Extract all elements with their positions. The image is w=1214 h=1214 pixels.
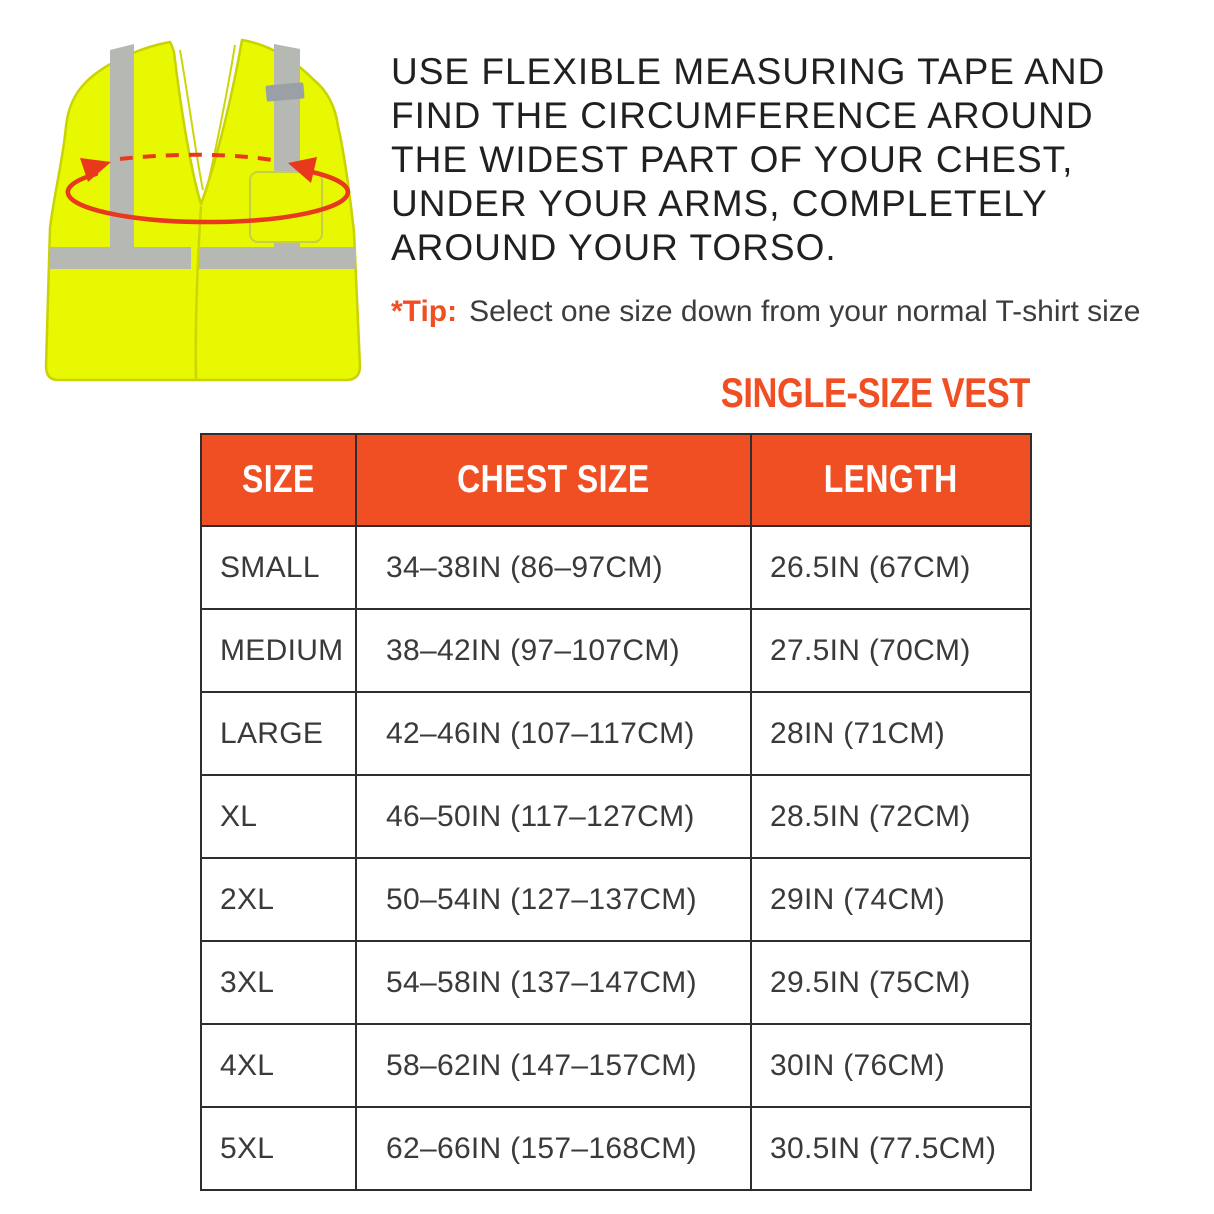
instructions-line-2: FIND THE CIRCUMFERENCE AROUND: [391, 95, 1094, 136]
table-row: [201, 775, 1031, 858]
header-size: SIZE: [201, 434, 356, 526]
reflective-stripe-horizontal-right: [199, 247, 356, 269]
length-cell: 29IN (74CM): [751, 858, 1031, 941]
table-row: [201, 609, 1031, 692]
length-cell: 30IN (76CM): [751, 1024, 1031, 1107]
chest-cell: 62–66IN (157–168CM): [356, 1107, 751, 1190]
table-header-row: [201, 434, 1031, 526]
size-cell: XL: [201, 775, 356, 858]
size-cell: SMALL: [201, 526, 356, 609]
tip-label: *Tip:: [391, 295, 458, 328]
table-row: [201, 1024, 1031, 1107]
size-cell: 4XL: [201, 1024, 356, 1107]
length-cell: 30.5IN (77.5CM): [751, 1107, 1031, 1190]
chest-cell: 50–54IN (127–137CM): [356, 858, 751, 941]
size-table: [200, 433, 1032, 1191]
instructions-line-4: UNDER YOUR ARMS, COMPLETELY: [391, 183, 1048, 224]
size-cell: 5XL: [201, 1107, 356, 1190]
reflective-stripe-horizontal-left: [49, 247, 191, 269]
table-row: [201, 941, 1031, 1024]
size-cell: 3XL: [201, 941, 356, 1024]
instructions-line-1: USE FLEXIBLE MEASURING TAPE AND: [391, 51, 1106, 92]
length-cell: 28.5IN (72CM): [751, 775, 1031, 858]
chest-cell: 34–38IN (86–97CM): [356, 526, 751, 609]
badge-tab: [265, 82, 304, 101]
table-title: SINGLE-SIZE VEST: [720, 369, 1030, 416]
measuring-instructions: [391, 50, 1105, 270]
length-cell: 28IN (71CM): [751, 692, 1031, 775]
table-row: [201, 1107, 1031, 1190]
chest-cell: 38–42IN (97–107CM): [356, 609, 751, 692]
table-row: [201, 526, 1031, 609]
chest-pocket: [250, 172, 322, 242]
size-cell: 2XL: [201, 858, 356, 941]
table-row: [201, 692, 1031, 775]
tip-text: Select one size down from your normal T-shirt size: [469, 295, 1141, 328]
length-cell: 27.5IN (70CM): [751, 609, 1031, 692]
vest-illustration: [20, 30, 380, 400]
length-cell: 26.5IN (67CM): [751, 526, 1031, 609]
size-cell: LARGE: [201, 692, 356, 775]
length-cell: 29.5IN (75CM): [751, 941, 1031, 1024]
tip-note: [391, 293, 1141, 331]
chest-cell: 58–62IN (147–157CM): [356, 1024, 751, 1107]
size-cell: MEDIUM: [201, 609, 356, 692]
instructions-line-5: AROUND YOUR TORSO.: [391, 227, 837, 268]
chest-cell: 54–58IN (137–147CM): [356, 941, 751, 1024]
chest-cell: 46–50IN (117–127CM): [356, 775, 751, 858]
header-chest-size: CHEST SIZE: [356, 434, 751, 526]
table-row: [201, 858, 1031, 941]
chest-cell: 42–46IN (107–117CM): [356, 692, 751, 775]
header-length: LENGTH: [751, 434, 1031, 526]
instructions-line-3: THE WIDEST PART OF YOUR CHEST,: [391, 139, 1074, 180]
